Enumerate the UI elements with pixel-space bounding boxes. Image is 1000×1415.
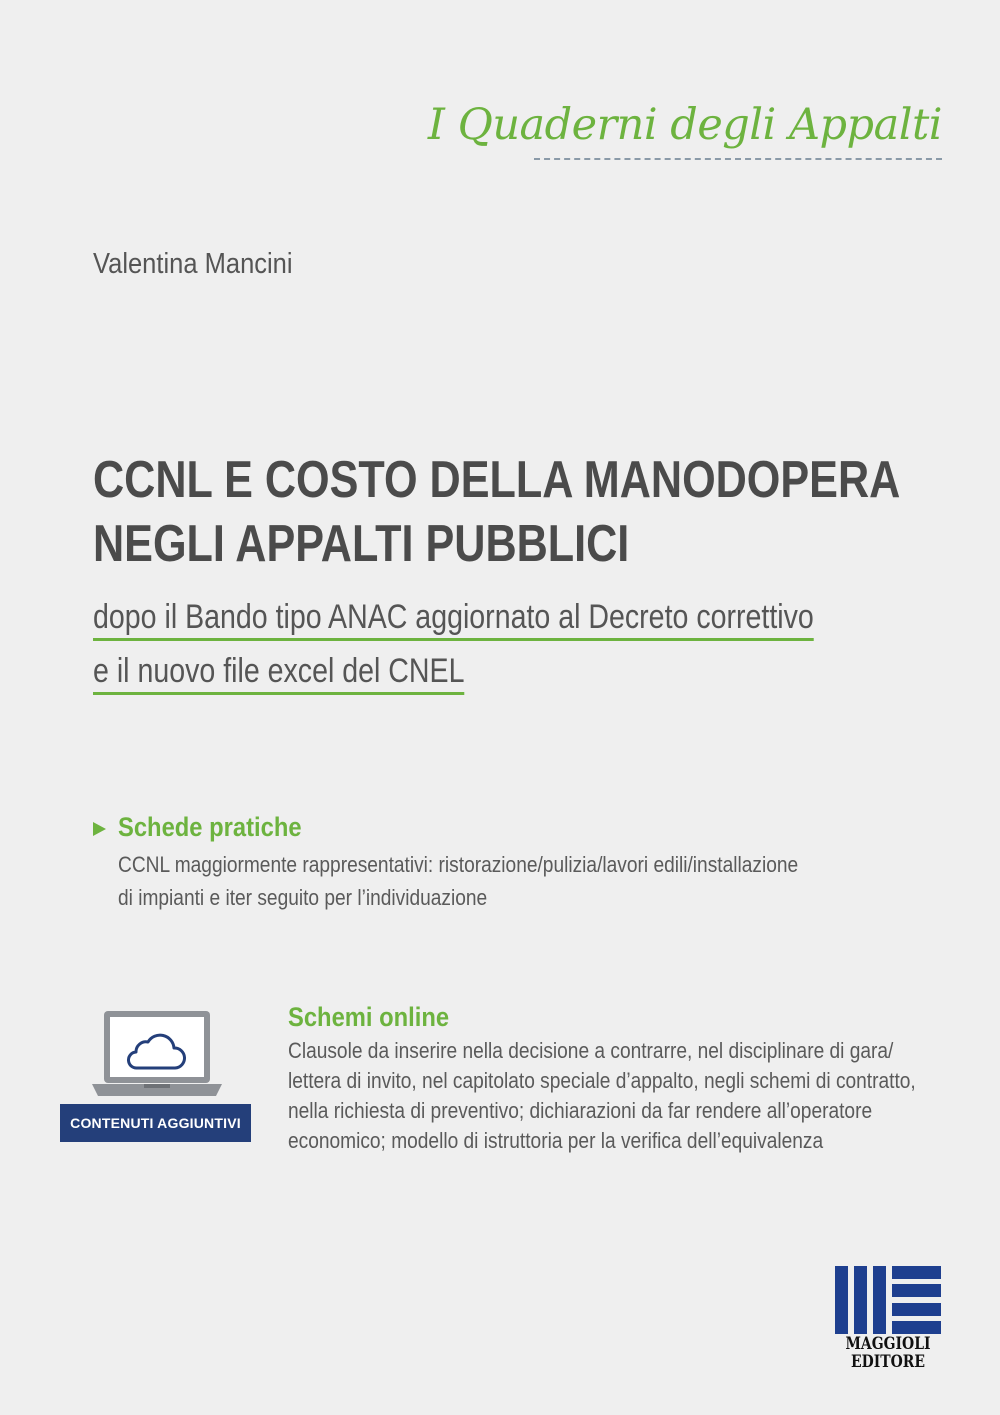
laptop-cloud-icon	[92, 1008, 222, 1100]
schede-heading: Schede pratiche	[118, 812, 302, 842]
triangle-right-icon	[93, 822, 106, 836]
series-name: I Quaderni degli Appalti	[427, 100, 942, 150]
author-name: Valentina Mancini	[93, 248, 293, 280]
publisher-name	[839, 1335, 937, 1371]
contenuti-aggiuntivi-badge: CONTENUTI AGGIUNTIVI	[60, 1104, 251, 1142]
schemi-heading: Schemi online	[288, 1002, 450, 1032]
title-line-2: NEGLI APPALTI PUBBLICI	[93, 515, 630, 573]
series-divider	[534, 158, 942, 160]
schemi-line-3: nella richiesta di preventivo; dichiarazioni da far rendere all’operatore	[288, 1098, 873, 1123]
book-title	[93, 448, 901, 576]
schemi-line-1: Clausole da inserire nella decisione a contrarre, nel disciplinare di gara/	[288, 1038, 894, 1063]
subtitle-line-2: e il nuovo file excel del CNEL	[93, 651, 464, 695]
publisher-line-2: EDITORE	[851, 1352, 925, 1372]
schede-description	[118, 848, 798, 914]
maggioli-logo	[835, 1266, 941, 1334]
subtitle-line-1: dopo il Bando tipo ANAC aggiornato al Decreto correttivo	[93, 597, 814, 641]
publisher-line-1: MAGGIOLI	[845, 1334, 931, 1354]
schede-line-1: CCNL maggiormente rappresentativi: ristorazione/pulizia/lavori edili/installazione	[118, 852, 799, 877]
schede-line-2: di impianti e iter seguito per l’individuazione	[118, 885, 488, 910]
title-line-1: CCNL E COSTO DELLA MANODOPERA	[93, 451, 901, 509]
schemi-line-2: lettera di invito, nel capitolato speciale d’appalto, negli schemi di contratto,	[288, 1068, 916, 1093]
schemi-line-4: economico; modello di istruttoria per la verifica dell’equivalenza	[288, 1128, 824, 1153]
book-subtitle	[93, 590, 814, 698]
schemi-description	[288, 1036, 916, 1156]
